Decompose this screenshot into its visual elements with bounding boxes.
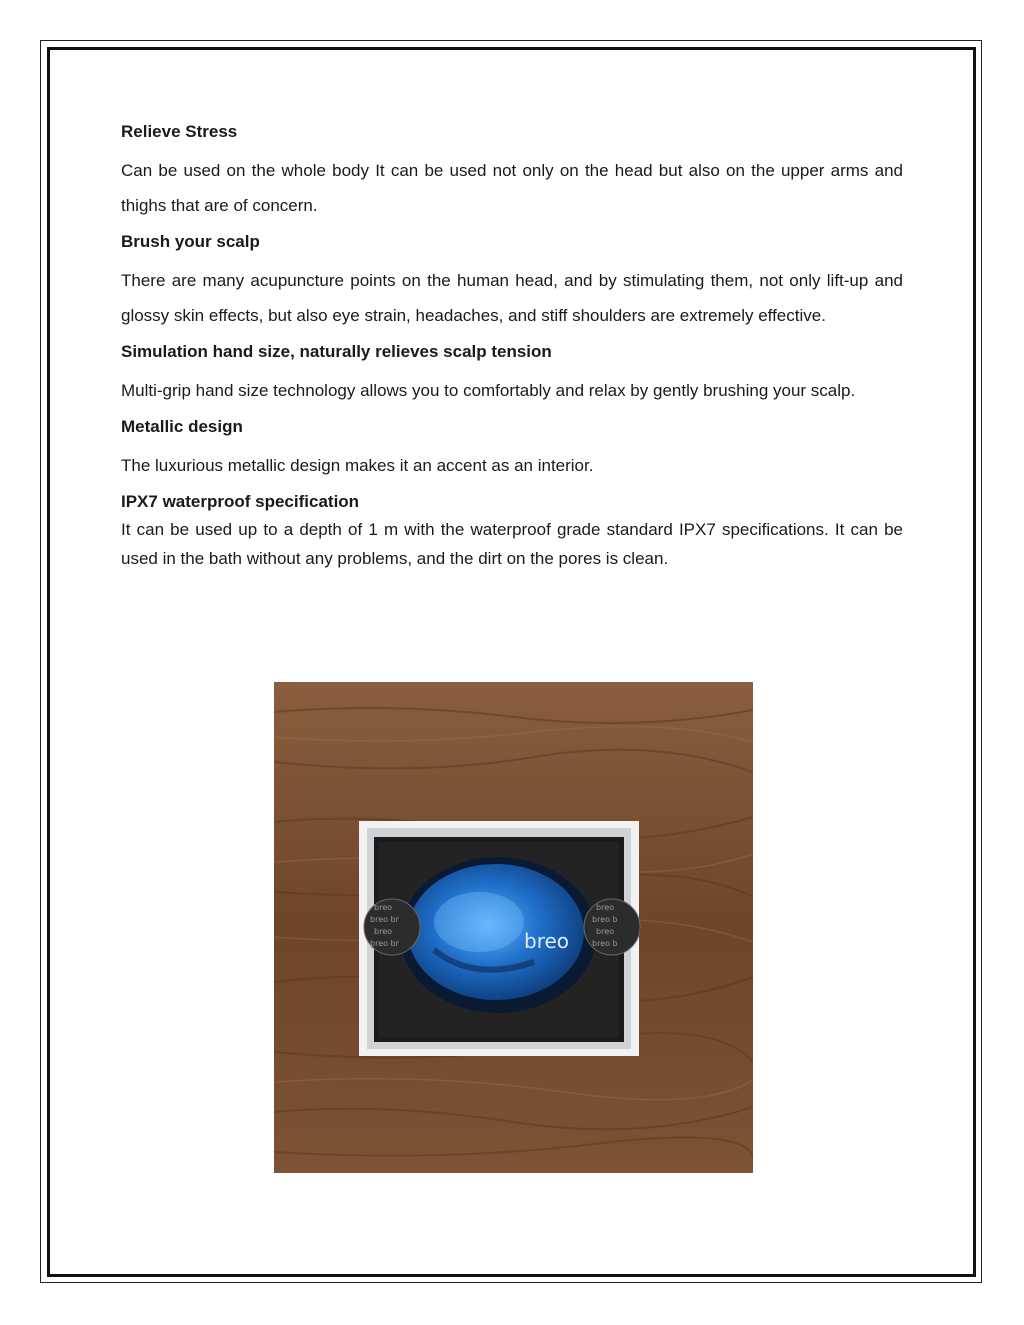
paragraph-metallic-design: The luxurious metallic design makes it an accent as an interior. xyxy=(121,456,594,475)
svg-text:breo br: breo br xyxy=(370,915,399,924)
svg-text:breo b: breo b xyxy=(592,915,618,924)
heading-brush-scalp: Brush your scalp xyxy=(121,232,260,251)
document-body xyxy=(121,119,903,573)
heading-relieve-stress: Relieve Stress xyxy=(121,122,238,141)
paragraph-simulation-hand-size: Multi-grip hand size technology allows you to comfortably and relax by gently brushing your scalp. xyxy=(121,381,856,400)
heading-metallic-design: Metallic design xyxy=(121,417,243,436)
paragraph-relieve-stress: Can be used on the whole body It can be used not only on the head but also on the upper arms and thighs that are of concern. xyxy=(121,161,903,215)
heading-ipx7-waterproof: IPX7 waterproof specification xyxy=(121,492,360,511)
svg-text:breo: breo xyxy=(596,903,615,912)
svg-text:breo br: breo br xyxy=(370,939,399,948)
paragraph-brush-scalp: There are many acupuncture points on the human head, and by stimulating them, not only lift-up and glossy skin effects, but also eye strain, headaches, and stiff shoulders are extremely effective. xyxy=(121,271,903,325)
svg-text:breo: breo xyxy=(374,903,393,912)
svg-text:breo b: breo b xyxy=(592,939,618,948)
product-photo xyxy=(274,682,753,1173)
brand-logo: breo xyxy=(524,929,570,953)
svg-text:breo: breo xyxy=(374,927,393,936)
svg-text:breo: breo xyxy=(596,927,615,936)
paragraph-ipx7-waterproof: It can be used up to a depth of 1 m with the waterproof grade standard IPX7 specifications. It can be used in the bath without any problems, and the dirt on the pores is clean. xyxy=(121,520,903,568)
heading-simulation-hand-size: Simulation hand size, naturally relieves scalp tension xyxy=(121,342,552,361)
